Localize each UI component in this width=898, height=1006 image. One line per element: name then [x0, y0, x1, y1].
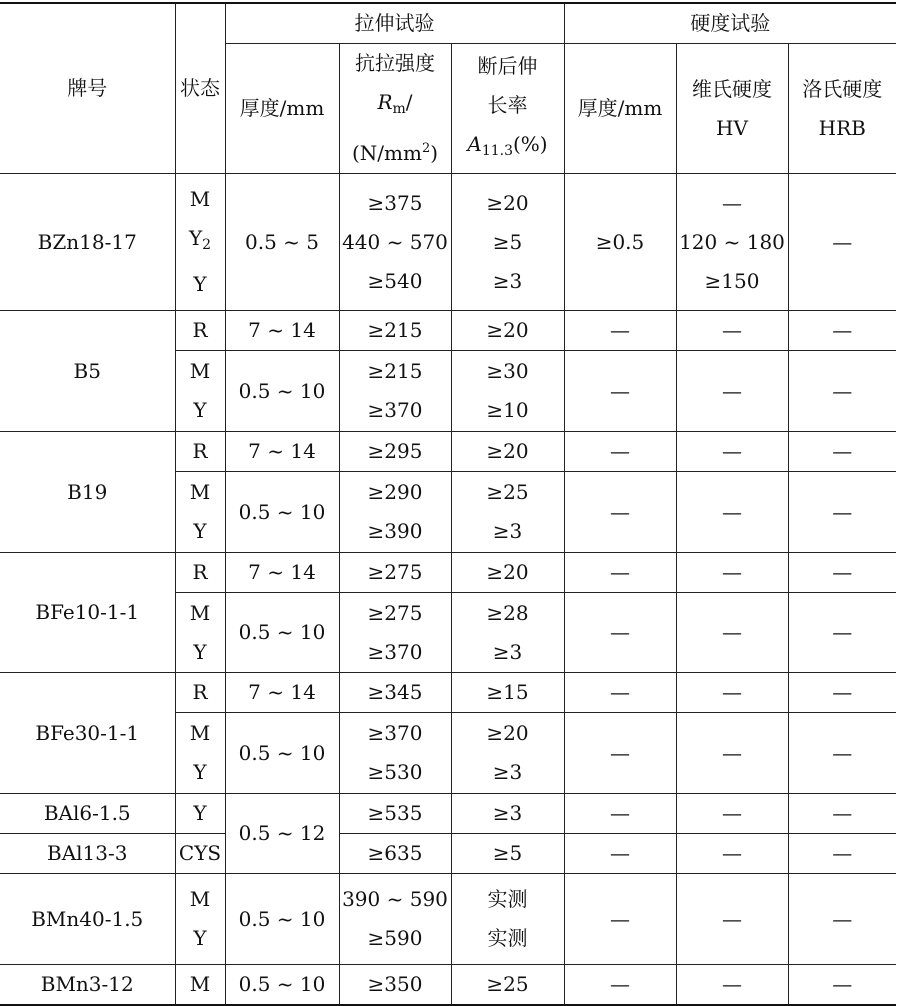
- table-row-bal13: [0, 834, 896, 874]
- elong-value: ≥3: [492, 519, 523, 543]
- header-rockwell: [788, 44, 896, 174]
- grade-cell: BAl6-1.5: [0, 794, 175, 834]
- state-cell: R: [175, 311, 225, 351]
- rm-value: 390 ~ 590: [342, 887, 448, 911]
- grade-cell: B19: [0, 432, 175, 553]
- rm-cell: [339, 174, 451, 311]
- hv-value: ≥150: [704, 268, 760, 293]
- rm-symbol: R: [377, 90, 393, 114]
- state-cell: [175, 351, 225, 432]
- elong-cell: ≥20: [451, 432, 564, 472]
- state-cell: [175, 713, 225, 794]
- hardness-thickness-cell: —: [564, 351, 676, 432]
- header-state: 状态: [175, 3, 225, 174]
- hv-cell: —: [676, 834, 788, 874]
- state-cell: [175, 874, 225, 965]
- rm-cell: [339, 351, 451, 432]
- hrb-cell: —: [788, 673, 896, 713]
- rm-unit-post: ): [430, 141, 439, 165]
- rm-value: ≥390: [367, 519, 423, 543]
- grade-cell: BFe10-1-1: [0, 553, 175, 673]
- rm-value: ≥290: [367, 480, 423, 504]
- hrb-cell: —: [788, 311, 896, 351]
- hv-cell: —: [676, 713, 788, 794]
- hv-cell: —: [676, 593, 788, 673]
- table-row-bfe30-r: [0, 673, 896, 713]
- rm-value: ≥370: [367, 721, 423, 745]
- elong-unit: (%): [513, 131, 548, 156]
- state-cell: Y: [175, 794, 225, 834]
- elong-cell: [451, 713, 564, 794]
- grade-cell: BFe30-1-1: [0, 673, 175, 794]
- table-row-b5-r: [0, 311, 896, 351]
- table-row-bmn40: [0, 874, 896, 965]
- rm-unit-pre: (N/mm: [351, 141, 422, 165]
- state-value: Y: [193, 272, 207, 296]
- state-value: M: [189, 480, 211, 504]
- elong-value: ≥5: [492, 229, 523, 254]
- header-hv-line2: HV: [716, 115, 748, 140]
- header-elong-line1: 断后伸: [477, 53, 538, 78]
- rm-cell: ≥295: [339, 432, 451, 472]
- hv-cell: —: [676, 794, 788, 834]
- rm-cell: [339, 593, 451, 673]
- state-cell: R: [175, 553, 225, 593]
- elong-cell: ≥20: [451, 553, 564, 593]
- hv-cell: —: [676, 874, 788, 965]
- state-cell: [175, 472, 225, 553]
- hv-cell: —: [676, 965, 788, 1006]
- elong-value: ≥3: [492, 268, 523, 293]
- rm-value: ≥375: [367, 190, 423, 215]
- hv-cell: —: [676, 432, 788, 472]
- rm-value: ≥540: [367, 268, 423, 293]
- grade-cell: BMn3-12: [0, 965, 175, 1006]
- hrb-cell: —: [788, 174, 896, 311]
- elong-cell: [451, 174, 564, 311]
- hardness-thickness-cell: —: [564, 472, 676, 553]
- state-cell: [175, 174, 225, 311]
- thickness-cell: 7 ~ 14: [225, 311, 339, 351]
- thickness-cell: 0.5 ~ 5: [225, 174, 339, 311]
- hardness-thickness-cell: —: [564, 834, 676, 874]
- hardness-thickness-cell: —: [564, 965, 676, 1006]
- rm-slash: /: [405, 90, 413, 114]
- hardness-thickness-cell: ≥0.5: [564, 174, 676, 311]
- elong-cell: ≥25: [451, 965, 564, 1006]
- elong-cell: [451, 472, 564, 553]
- state-value: Y: [193, 926, 207, 950]
- rm-cell: ≥215: [339, 311, 451, 351]
- state-cell: CYS: [175, 834, 225, 874]
- state-cell: R: [175, 673, 225, 713]
- elong-cell: ≥15: [451, 673, 564, 713]
- rm-cell: [339, 713, 451, 794]
- state-cell: R: [175, 432, 225, 472]
- rm-cell: ≥350: [339, 965, 451, 1006]
- hardness-thickness-cell: —: [564, 593, 676, 673]
- table-row-bal6: [0, 794, 896, 834]
- thickness-cell: 0.5 ~ 10: [225, 874, 339, 965]
- state-value: M: [189, 600, 211, 625]
- hrb-cell: —: [788, 593, 896, 673]
- elong-cell: [451, 351, 564, 432]
- thickness-cell: 0.5 ~ 12: [225, 794, 339, 874]
- header-hardness-group: 硬度试验: [564, 3, 896, 44]
- thickness-cell: 0.5 ~ 10: [225, 351, 339, 432]
- thickness-cell: 0.5 ~ 10: [225, 472, 339, 553]
- elong-cell: [451, 593, 564, 673]
- hrb-cell: —: [788, 472, 896, 553]
- elong-value: ≥10: [486, 398, 529, 422]
- elong-value: 实测: [487, 926, 528, 950]
- header-row-groups: [0, 3, 896, 44]
- grade-cell: BMn40-1.5: [0, 874, 175, 965]
- hv-cell: —: [676, 351, 788, 432]
- elong-value: 实测: [487, 887, 528, 911]
- hardness-thickness-cell: —: [564, 794, 676, 834]
- header-hardness-thickness: 厚度/mm: [564, 44, 676, 174]
- state-value: Y: [193, 639, 207, 664]
- state-value: Y: [193, 519, 207, 543]
- elong-cell: [451, 874, 564, 965]
- rm-value: ≥215: [367, 359, 423, 383]
- elong-symbol: A: [467, 131, 482, 156]
- hv-value: 120 ~ 180: [679, 229, 785, 254]
- header-elong-line2: 长率: [487, 92, 528, 117]
- thickness-cell: 7 ~ 14: [225, 673, 339, 713]
- rm-value: ≥590: [367, 926, 423, 950]
- rm-cell: ≥635: [339, 834, 451, 874]
- elong-cell: ≥20: [451, 311, 564, 351]
- rm-value: ≥370: [367, 639, 423, 664]
- rm-cell: ≥535: [339, 794, 451, 834]
- state-cell: M: [175, 965, 225, 1006]
- hardness-thickness-cell: —: [564, 673, 676, 713]
- rm-value: ≥530: [367, 760, 423, 784]
- header-rm-line1: 抗拉强度: [355, 51, 435, 75]
- state-cell: [175, 593, 225, 673]
- header-elongation: [451, 44, 564, 174]
- elong-value: ≥20: [486, 190, 529, 215]
- table-row-bzn18-17: [0, 174, 896, 311]
- header-grade: 牌号: [0, 3, 175, 174]
- rm-unit-sup: 2: [421, 141, 431, 156]
- state-value: Y: [193, 398, 207, 422]
- state-y2-letter: Y: [188, 226, 203, 250]
- hrb-cell: —: [788, 965, 896, 1006]
- elong-value: ≥28: [486, 600, 529, 625]
- hardness-thickness-cell: —: [564, 874, 676, 965]
- hv-cell: —: [676, 553, 788, 593]
- state-value: Y: [193, 760, 207, 784]
- state-y2-subscript: 2: [202, 237, 212, 253]
- header-hrb-line2: HRB: [818, 115, 866, 140]
- state-value: M: [189, 887, 211, 911]
- rm-value: ≥370: [367, 398, 423, 422]
- hrb-cell: —: [788, 874, 896, 965]
- alloy-property-table: [0, 2, 896, 1006]
- state-value: M: [189, 187, 211, 211]
- hv-value: —: [722, 190, 742, 215]
- header-hrb-line1: 洛氏硬度: [802, 76, 883, 101]
- hardness-thickness-cell: —: [564, 713, 676, 794]
- header-elong-symbol-line: [452, 125, 564, 171]
- hv-cell: —: [676, 311, 788, 351]
- elong-value: ≥3: [492, 760, 523, 784]
- elong-value: ≥25: [486, 480, 529, 504]
- rm-cell: ≥275: [339, 553, 451, 593]
- rm-cell: [339, 874, 451, 965]
- elong-value: ≥20: [486, 721, 529, 745]
- hrb-cell: —: [788, 794, 896, 834]
- header-hv-line1: 维氏硬度: [692, 76, 772, 101]
- hv-cell: —: [676, 673, 788, 713]
- state-value: M: [189, 359, 211, 383]
- elong-value: ≥30: [486, 359, 529, 383]
- grade-cell: B5: [0, 311, 175, 432]
- thickness-cell: 7 ~ 14: [225, 553, 339, 593]
- elong-value: ≥3: [492, 639, 523, 664]
- elong-cell: ≥3: [451, 794, 564, 834]
- grade-cell: BZn18-17: [0, 174, 175, 311]
- header-tensile-thickness: 厚度/mm: [225, 44, 339, 174]
- elong-subscript: 11.3: [481, 142, 513, 159]
- thickness-cell: 0.5 ~ 10: [225, 713, 339, 794]
- hrb-cell: —: [788, 432, 896, 472]
- table-row-b19-r: [0, 432, 896, 472]
- hardness-thickness-cell: —: [564, 311, 676, 351]
- table-row-bfe10-r: [0, 553, 896, 593]
- state-value: [176, 219, 225, 265]
- grade-cell: BAl13-3: [0, 834, 175, 874]
- header-rm-symbol-line: [340, 83, 451, 129]
- state-value: M: [189, 721, 211, 745]
- rm-value: ≥275: [367, 600, 423, 625]
- thickness-cell: 0.5 ~ 10: [225, 965, 339, 1006]
- header-vickers: [676, 44, 788, 174]
- rm-cell: ≥345: [339, 673, 451, 713]
- header-rm-unit: [340, 129, 451, 173]
- hrb-cell: —: [788, 713, 896, 794]
- header-tensile-strength: [339, 44, 451, 174]
- rm-subscript: m: [392, 101, 406, 117]
- table-row-bmn3: [0, 965, 896, 1006]
- hardness-thickness-cell: —: [564, 432, 676, 472]
- hardness-thickness-cell: —: [564, 553, 676, 593]
- elong-cell: ≥5: [451, 834, 564, 874]
- header-tensile-group: 拉伸试验: [225, 3, 564, 44]
- hv-cell: —: [676, 472, 788, 553]
- rm-cell: [339, 472, 451, 553]
- hv-cell: [676, 174, 788, 311]
- rm-value: 440 ~ 570: [342, 229, 448, 254]
- hrb-cell: —: [788, 834, 896, 874]
- hrb-cell: —: [788, 351, 896, 432]
- thickness-cell: 7 ~ 14: [225, 432, 339, 472]
- hrb-cell: —: [788, 553, 896, 593]
- thickness-cell: 0.5 ~ 10: [225, 593, 339, 673]
